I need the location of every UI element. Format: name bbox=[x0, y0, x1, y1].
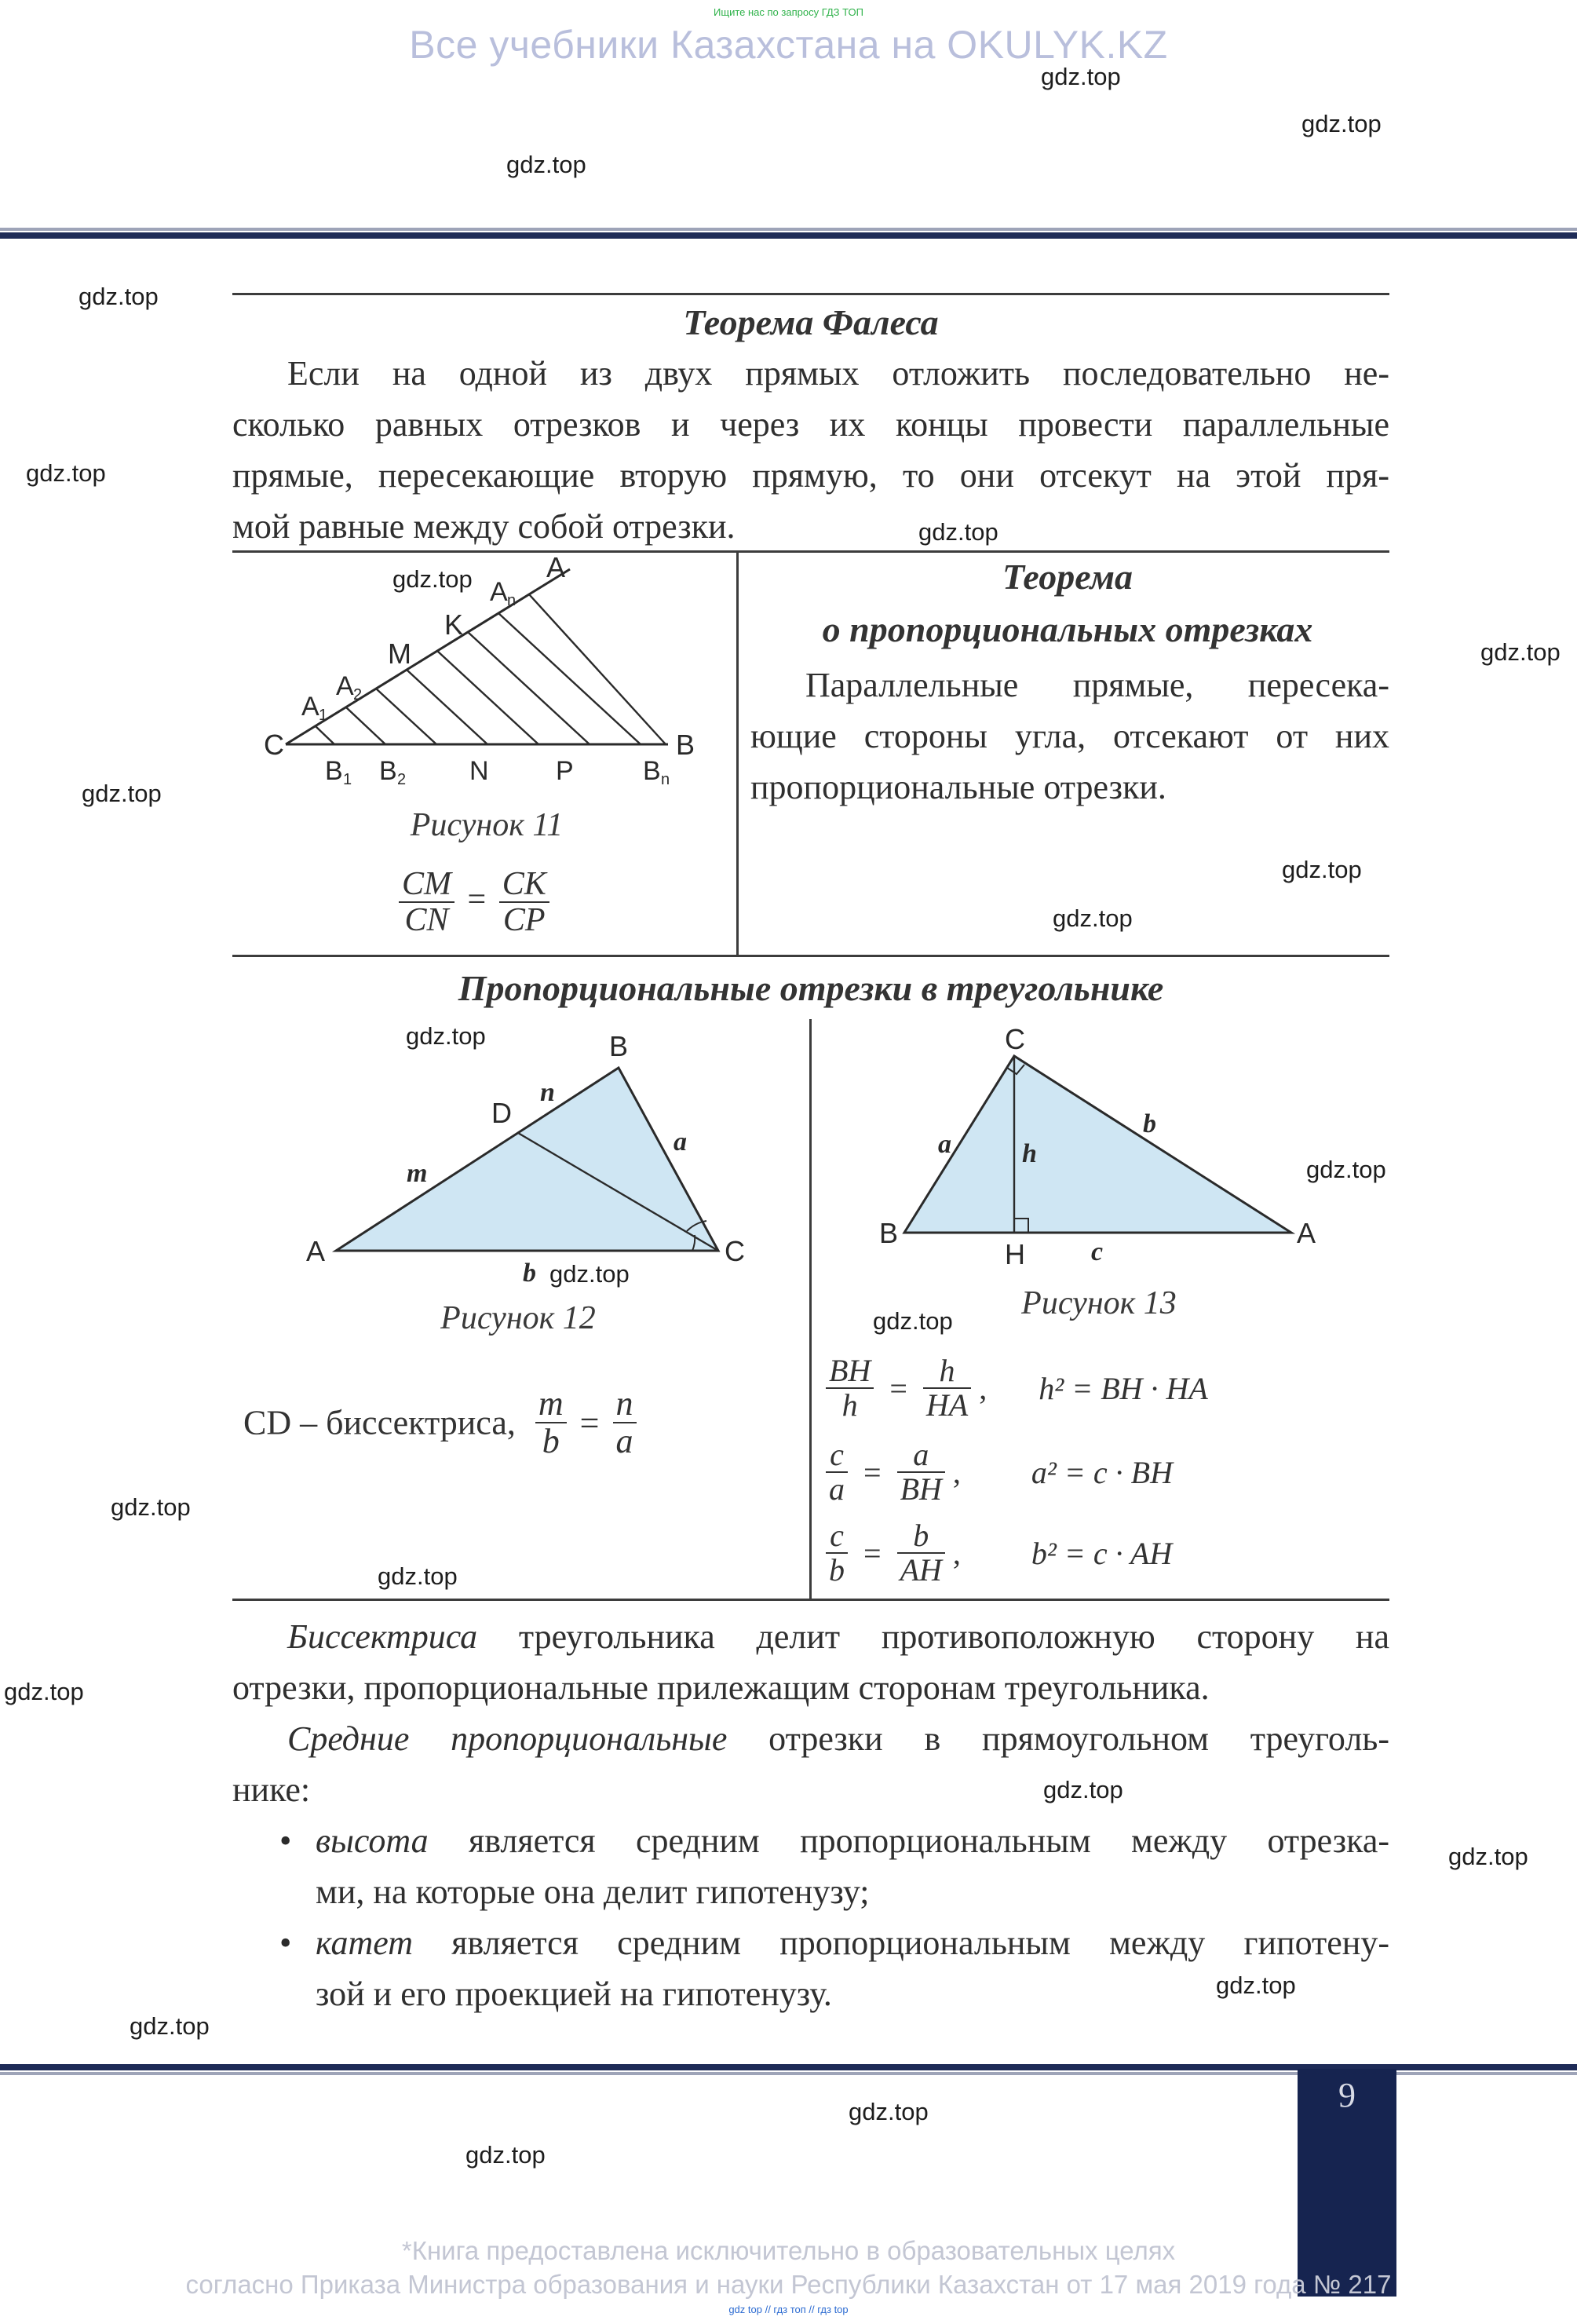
bullet-line: зой и его проекцией на гипотенузу. bbox=[316, 1975, 832, 2013]
frac-den: CP bbox=[502, 902, 546, 939]
thales-line: мой равные между собой отрезки. bbox=[232, 507, 736, 546]
term: Средние пропорциональные bbox=[287, 1719, 728, 1758]
frac-num: a bbox=[897, 1438, 945, 1473]
fig12-label-b: b bbox=[523, 1259, 536, 1288]
term: катет bbox=[316, 1924, 413, 1962]
bullet-item bbox=[232, 1815, 1389, 1917]
frac-den: a bbox=[615, 1422, 633, 1461]
fig11-label-N: N bbox=[469, 756, 489, 786]
rule-mid-1 bbox=[232, 550, 1389, 553]
bullet-line bbox=[316, 1917, 1389, 1968]
rule-top bbox=[232, 293, 1389, 295]
thales-title: Теорема Фалеса bbox=[683, 302, 939, 342]
prop-theorem-title-1: Теорема bbox=[1002, 557, 1133, 597]
frac-num: CM bbox=[399, 867, 454, 903]
site-banner[interactable]: Все учебники Казахстана на OKULYK.KZ bbox=[409, 23, 1168, 67]
fig11-label-Bn: B bbox=[643, 756, 661, 786]
prop-theorem-line: Параллельные прямые, пересека- bbox=[805, 666, 1389, 704]
figure-12-formula bbox=[243, 1386, 637, 1460]
footer-line-1: *Книга предоставлена исключительно в образовательных целях bbox=[401, 2236, 1176, 2265]
text-run: отрезки, пропорциональные прилежащим сторонам треугольника. bbox=[232, 1668, 1210, 1707]
thales-line: Если на одной из двух прямых отложить последовательно не- bbox=[287, 354, 1389, 393]
fig11-label-B: B bbox=[676, 729, 695, 761]
bottom-text bbox=[232, 1611, 1389, 2019]
mean-prop-line bbox=[232, 1713, 1389, 1764]
watermark: gdz.top bbox=[78, 283, 159, 310]
mean-prop-line bbox=[232, 1764, 1389, 1815]
fig12-label-m: m bbox=[407, 1159, 428, 1188]
figure-11-formula bbox=[399, 867, 549, 937]
fig13-label-A: A bbox=[1297, 1217, 1316, 1249]
formula-rhs: h² = BH · HA bbox=[1039, 1370, 1208, 1406]
bullet-item bbox=[232, 1917, 1389, 2019]
fig11-label-B1-sub: 1 bbox=[343, 771, 352, 788]
fig11-label-A1-sub: 1 bbox=[319, 707, 328, 724]
frac-den: CN bbox=[404, 902, 449, 939]
prop-theorem-paragraph bbox=[750, 660, 1389, 813]
figure-12-diagram bbox=[290, 1021, 761, 1288]
fig11-label-A1: A bbox=[301, 692, 319, 722]
footer-tiny-links[interactable]: gdz top // гдз топ // гдз top bbox=[728, 2304, 849, 2315]
watermark: gdz.top bbox=[849, 2098, 929, 2125]
fig11-label-An-sub: n bbox=[507, 592, 517, 609]
fig13-label-H: H bbox=[1005, 1238, 1025, 1270]
figure-13-diagram bbox=[871, 1021, 1342, 1272]
watermark: gdz.top bbox=[1053, 904, 1133, 932]
text-run: является средним пропорциональным между гипотену- bbox=[413, 1924, 1389, 1962]
equals-sign: = bbox=[579, 1403, 600, 1442]
watermark: gdz.top bbox=[506, 151, 586, 178]
watermark: gdz.top bbox=[392, 565, 473, 593]
term: высота bbox=[316, 1822, 429, 1860]
search-hint: Ищите нас по запросу ГДЗ ТОП bbox=[714, 6, 863, 18]
frac-num: c bbox=[826, 1438, 848, 1473]
figure-13-caption: Рисунок 13 bbox=[1021, 1285, 1177, 1321]
fig11-label-A: A bbox=[546, 554, 566, 583]
watermark: gdz.top bbox=[1480, 638, 1561, 666]
frac-den: h bbox=[841, 1387, 858, 1423]
fig12-label-B: B bbox=[609, 1030, 629, 1062]
triangle-section-title: Пропорциональные отрезки в треугольнике bbox=[458, 968, 1164, 1008]
frac-num: n bbox=[613, 1386, 637, 1423]
fig11-label-M: M bbox=[388, 638, 411, 670]
fig13-label-C: C bbox=[1005, 1023, 1025, 1055]
watermark: gdz.top bbox=[465, 2141, 546, 2169]
bisector-line bbox=[232, 1662, 1389, 1713]
divider-vertical-1 bbox=[736, 552, 739, 955]
fig13-label-h: h bbox=[1022, 1139, 1037, 1168]
watermark: gdz.top bbox=[82, 780, 162, 807]
bullet-line: ми, на которые она делит гипотенузу; bbox=[316, 1873, 870, 1911]
watermark: gdz.top bbox=[1216, 1971, 1296, 1999]
watermark: gdz.top bbox=[111, 1493, 191, 1521]
thales-paragraph bbox=[232, 348, 1389, 552]
frac-num: m bbox=[535, 1386, 567, 1423]
footer-line-2: согласно Приказа Министра образования и науки Республики Казахстан от 17 мая 2019 года № 217 bbox=[185, 2270, 1392, 2299]
fig11-label-An: A bbox=[490, 577, 508, 607]
watermark: gdz.top bbox=[1043, 1776, 1123, 1803]
prop-theorem-line: пропорциональные отрезки. bbox=[750, 768, 1166, 806]
bullet-dot: • bbox=[279, 1924, 292, 1962]
fig12-label-C: C bbox=[725, 1235, 745, 1267]
frac-den: b bbox=[542, 1422, 560, 1461]
text-run: отрезки в прямоугольном треуголь- bbox=[727, 1719, 1389, 1758]
watermark: gdz.top bbox=[26, 459, 106, 487]
top-band bbox=[0, 232, 1577, 239]
fig11-label-C: C bbox=[264, 729, 284, 761]
watermark: gdz.top bbox=[378, 1562, 458, 1590]
bullet-line bbox=[316, 1815, 1389, 1866]
fig13-label-b: b bbox=[1143, 1109, 1156, 1138]
watermark: gdz.top bbox=[1041, 63, 1121, 90]
watermark: gdz.top bbox=[549, 1260, 630, 1288]
fig12-label-A: A bbox=[306, 1235, 326, 1267]
frac-den: a bbox=[829, 1471, 845, 1507]
watermark: gdz.top bbox=[406, 1022, 486, 1050]
watermark: gdz.top bbox=[918, 518, 998, 546]
watermark: gdz.top bbox=[1306, 1156, 1386, 1183]
fig11-label-B1: B bbox=[325, 756, 343, 786]
formula-rhs: a² = c · BH bbox=[1031, 1454, 1173, 1490]
figure-13-formula-1: $\frac{BH}{h}$ = $\frac{h}{HA}$ , h² = BH · HA bbox=[826, 1354, 1208, 1422]
text-run: является средним пропорциональным между отрезка- bbox=[428, 1822, 1389, 1860]
bullet-dot: • bbox=[279, 1822, 292, 1860]
bisector-line bbox=[232, 1611, 1389, 1662]
watermark: gdz.top bbox=[4, 1678, 84, 1705]
term: Биссектриса bbox=[287, 1617, 478, 1656]
figure-13-formula-2: $\frac{c}{a}$ = $\frac{a}{BH}$ , a² = c · BH bbox=[826, 1438, 1173, 1506]
fig11-label-B2: B bbox=[379, 756, 397, 786]
prop-theorem-title-2: о пропорциональных отрезках bbox=[822, 609, 1313, 649]
fig11-label-P: P bbox=[556, 756, 574, 786]
text-run: нике: bbox=[232, 1770, 311, 1809]
top-band-thin bbox=[0, 228, 1577, 231]
equals-sign: = bbox=[467, 881, 487, 918]
frac-num: b bbox=[897, 1519, 945, 1554]
rule-mid-2 bbox=[232, 955, 1389, 957]
fig11-label-A2: A bbox=[336, 671, 354, 701]
formula-rhs: b² = c · AH bbox=[1031, 1535, 1173, 1571]
figure-11-diagram bbox=[232, 554, 735, 813]
fig12-label-n: n bbox=[540, 1078, 555, 1107]
watermark: gdz.top bbox=[130, 2012, 210, 2040]
figure-13-formula-3: $\frac{c}{b}$ = $\frac{b}{AH}$ , b² = c · AH bbox=[826, 1519, 1172, 1587]
thales-line: прямые, пересекающие вторую прямую, то они отсекут на этой пря- bbox=[232, 456, 1389, 495]
watermark: gdz.top bbox=[1282, 856, 1362, 883]
frac-num: BH bbox=[826, 1354, 874, 1389]
fig13-label-B: B bbox=[879, 1217, 899, 1249]
page-number: 9 bbox=[1338, 2076, 1356, 2114]
fig11-label-K: K bbox=[444, 608, 464, 641]
rule-bottom bbox=[232, 1599, 1389, 1601]
fig11-label-Bn-sub: n bbox=[661, 771, 670, 788]
fig13-label-c: c bbox=[1091, 1237, 1104, 1266]
watermark: gdz.top bbox=[1448, 1843, 1528, 1870]
fig13-label-a: a bbox=[938, 1130, 951, 1159]
frac-den: BH bbox=[900, 1471, 942, 1507]
divider-vertical-2 bbox=[809, 1019, 812, 1599]
frac-den: AH bbox=[900, 1552, 942, 1588]
watermark: gdz.top bbox=[1301, 110, 1382, 137]
text-run: треугольника делит противоположную сторону на bbox=[477, 1617, 1389, 1656]
prop-theorem-line: ющие стороны угла, отсекают от них bbox=[750, 717, 1389, 755]
frac-den: HA bbox=[925, 1387, 969, 1423]
figure-12-caption: Рисунок 12 bbox=[440, 1300, 596, 1336]
frac-num: h bbox=[923, 1354, 971, 1389]
thales-line: сколько равных отрезков и через их концы провести параллельные bbox=[232, 405, 1389, 444]
figure-11-caption: Рисунок 11 bbox=[410, 807, 564, 843]
frac-den: b bbox=[829, 1552, 845, 1588]
fig12-label-a: a bbox=[674, 1127, 687, 1157]
frac-num: c bbox=[826, 1519, 848, 1554]
frac-num: CK bbox=[499, 867, 549, 903]
fig11-label-B2-sub: 2 bbox=[397, 771, 407, 788]
fig12-label-D: D bbox=[491, 1097, 512, 1129]
bisector-text: CD – биссектриса, bbox=[243, 1403, 516, 1442]
fig11-label-A2-sub: 2 bbox=[353, 686, 363, 703]
watermark: gdz.top bbox=[873, 1307, 953, 1335]
